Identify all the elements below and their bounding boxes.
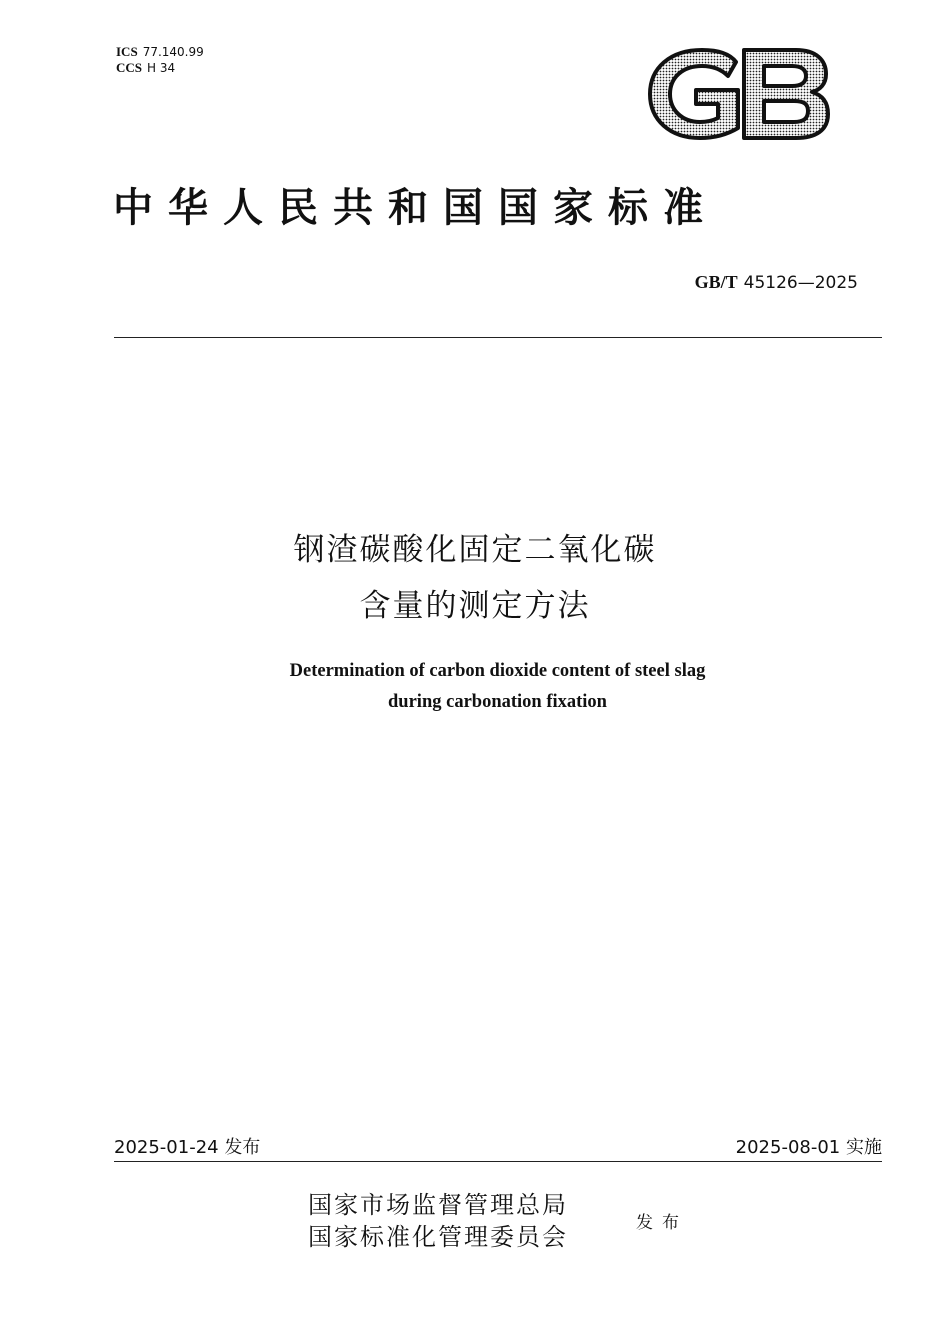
ccs-label: CCS (116, 60, 143, 75)
bottom-divider (114, 1161, 882, 1162)
title-cn-line2: 含量的测定方法 (359, 588, 591, 624)
gb-emblem-icon (644, 46, 832, 142)
national-standard-heading: 中华人民共和国国家标准 (113, 184, 718, 231)
title-cn-line1: 钢渣碳酸化固定二氧化碳 (293, 532, 657, 568)
ics-value: 77.140.99 (142, 45, 204, 59)
issuer-line2: 国家标准化管理委员会 (308, 1223, 568, 1251)
title-en-line2: during carbonation fixation (388, 692, 607, 712)
standard-code: 45126—2025 (743, 273, 858, 293)
title-en-line1: Determination of carbon dioxide content of steel slag (289, 661, 706, 681)
ics-label: ICS (116, 44, 138, 59)
issuer-line1: 国家市场监督管理总局 (308, 1191, 568, 1219)
standard-prefix: GB/T (694, 272, 738, 292)
release-date: 2025-01-24 发布 (114, 1137, 261, 1158)
top-divider (114, 337, 882, 338)
ccs-value: H 34 (147, 61, 176, 75)
classification-codes (116, 44, 204, 76)
ics-row (116, 44, 204, 60)
implementation-date: 2025-08-01 实施 (735, 1137, 882, 1158)
publish-label: 发布 (636, 1213, 688, 1233)
ccs-row (116, 60, 204, 76)
standard-number (695, 272, 858, 293)
